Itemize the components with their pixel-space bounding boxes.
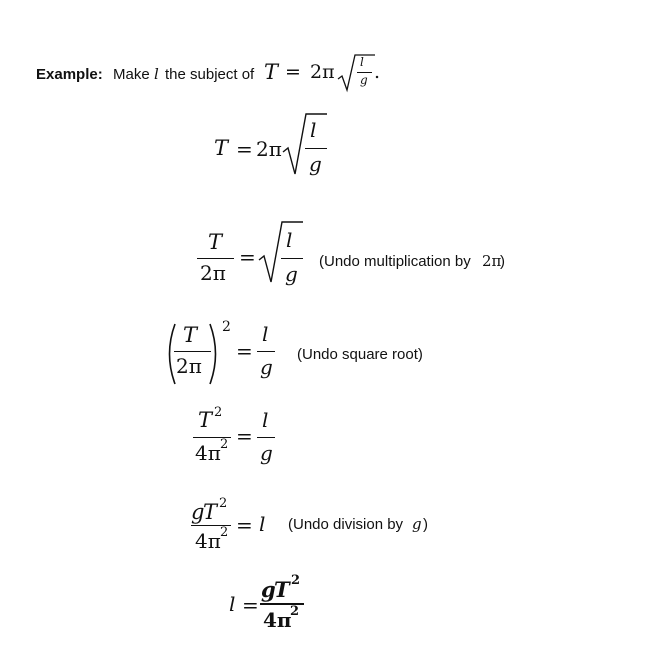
step6-lhs: l bbox=[229, 592, 236, 616]
step3-lhs-num: T bbox=[183, 323, 198, 347]
step4-lhs-num-exp: 2 bbox=[214, 405, 223, 420]
step3-den: g bbox=[260, 355, 273, 379]
step4-lhs-num: T bbox=[198, 408, 213, 432]
step3-eq: = bbox=[236, 339, 253, 363]
step1-eq: = bbox=[236, 137, 253, 161]
step5-lhs-den-exp: 2 bbox=[220, 525, 229, 540]
step2-den: g bbox=[285, 262, 298, 286]
example-var: l bbox=[154, 65, 159, 83]
example-text: Make bbox=[113, 66, 150, 83]
step1-den: g bbox=[309, 152, 322, 176]
step1-num: l bbox=[310, 118, 317, 142]
step5-lhs-num-g: g bbox=[191, 500, 205, 524]
step5-rhs: l bbox=[259, 512, 266, 536]
step6-eq: = bbox=[242, 593, 259, 617]
step5-note: (Undo division by bbox=[288, 516, 404, 533]
step1-frac-line bbox=[305, 148, 327, 149]
step6-den: 4π bbox=[263, 608, 292, 632]
step4-eq: = bbox=[236, 424, 253, 448]
example-formula-T: T bbox=[264, 60, 279, 84]
example-formula-den: g bbox=[360, 73, 368, 87]
example-formula-coef: 2π bbox=[310, 61, 335, 83]
step2-sqrt-sign bbox=[258, 220, 308, 292]
step3-exponent: 2 bbox=[222, 319, 231, 335]
step4-lhs-den: 4π bbox=[195, 441, 221, 465]
step3-num: l bbox=[262, 322, 269, 346]
example-sqrt-sign bbox=[337, 52, 377, 98]
example-label: Example: bbox=[36, 66, 103, 83]
step1-coef: 2π bbox=[256, 137, 282, 161]
step2-note-end: ) bbox=[500, 253, 505, 270]
step2-frac-line bbox=[281, 258, 303, 259]
step4-lhs-den-exp: 2 bbox=[220, 437, 229, 452]
step2-eq: = bbox=[239, 245, 256, 269]
step1-lhs: T bbox=[214, 136, 229, 160]
step2-num: l bbox=[286, 228, 293, 252]
step2-note: (Undo multiplication by bbox=[319, 253, 471, 270]
step3-right-paren bbox=[207, 322, 223, 386]
step5-lhs-den: 4π bbox=[195, 529, 221, 553]
step2-lhs-den: 2π bbox=[200, 261, 226, 285]
step2-lhs-num: T bbox=[208, 230, 223, 254]
step3-note: (Undo square root) bbox=[297, 346, 423, 363]
step3-lhs-den: 2π bbox=[176, 354, 202, 378]
step2-note-math: 2π bbox=[482, 252, 502, 270]
step5-lhs-num-exp: 2 bbox=[219, 496, 228, 511]
step4-den: g bbox=[260, 441, 273, 465]
step6-num-g: g bbox=[261, 577, 276, 602]
step4-frac-line bbox=[257, 437, 275, 438]
step5-note-end: ) bbox=[423, 516, 428, 533]
example-text2: the subject of bbox=[165, 66, 255, 83]
step2-lhs-frac-line bbox=[197, 258, 234, 259]
step6-den-exp: 2 bbox=[290, 604, 300, 619]
step5-note-math: g bbox=[412, 515, 422, 533]
step6-num-exp: 2 bbox=[291, 573, 301, 588]
step4-num: l bbox=[262, 408, 269, 432]
step3-frac-line bbox=[257, 351, 275, 352]
step5-eq: = bbox=[236, 513, 253, 537]
example-formula-end: . bbox=[374, 61, 381, 83]
step5-lhs-num-T: T bbox=[203, 500, 218, 524]
step6-num-T: T bbox=[274, 577, 290, 602]
example-formula-eq: = bbox=[285, 61, 301, 83]
example-formula-num: l bbox=[360, 55, 364, 69]
step3-lhs-frac-line bbox=[174, 351, 211, 352]
